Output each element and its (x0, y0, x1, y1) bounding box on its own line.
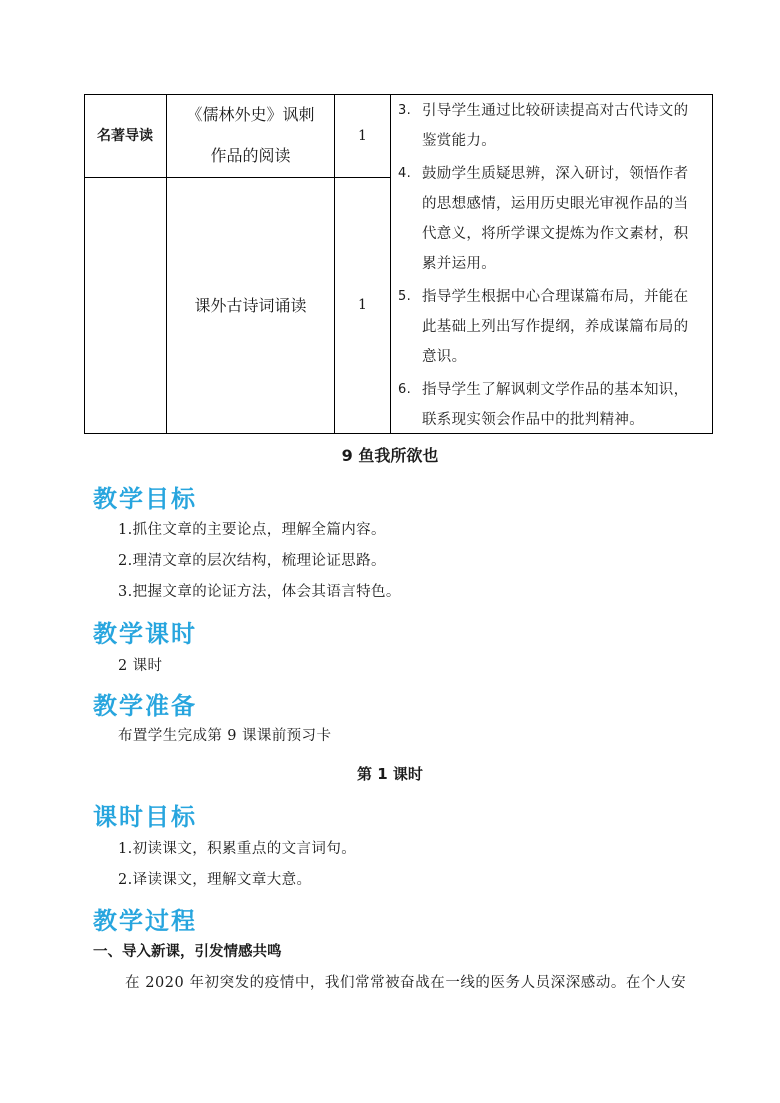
prep-text: 布置学生完成第 9 课课前预习卡 (118, 728, 332, 744)
table-col-divider-3 (390, 94, 391, 434)
objective-number: 6. (398, 382, 412, 397)
process-paragraph: 在 2020 年初突发的疫情中，我们常常被奋战在一线的医务人员深深感动。在个人安 (125, 975, 687, 991)
section-heading-period-goals: 课时目标 (93, 803, 197, 831)
objective-line: 累并运用。 (422, 256, 496, 272)
objective-line: 的思想感情，运用历史眼光审视作品的当 (422, 196, 689, 212)
row1-title-line1: 《儒林外史》讽刺 (186, 105, 315, 124)
goal-item: 2.理清文章的层次结构，梳理论证思路。 (118, 553, 386, 569)
objective-line: 此基础上列出写作提纲，养成谋篇布局的 (422, 319, 689, 335)
curriculum-table (84, 94, 713, 434)
objective-item (392, 375, 708, 435)
table-row-divider (84, 177, 390, 178)
objective-line: 鉴赏能力。 (422, 133, 496, 149)
objective-line: 指导学生根据中心合理谋篇布局，并能在 (422, 289, 689, 305)
section-heading-prep: 教学准备 (93, 692, 197, 720)
period-title: 第 1 课时 (357, 765, 423, 783)
table-border-right (712, 94, 713, 434)
objective-line: 代意义，将所学课文提炼为作文素材，积 (422, 226, 689, 242)
lesson-title: 9 鱼我所欲也 (341, 446, 439, 465)
objectives-list (392, 96, 708, 435)
section-heading-process: 教学过程 (93, 907, 197, 935)
goal-item: 1.抓住文章的主要论点，理解全篇内容。 (118, 522, 386, 538)
row2-title: 课外古诗词诵读 (194, 296, 307, 315)
row1-title-line2: 作品的阅读 (210, 146, 291, 165)
period-goal-item: 1.初读课文，积累重点的文言词句。 (118, 841, 357, 857)
hours-text: 2 课时 (118, 658, 163, 674)
objective-line: 指导学生了解讽刺文学作品的基本知识， (422, 382, 689, 398)
objective-item (392, 282, 708, 372)
objective-line: 意识。 (422, 349, 467, 365)
objective-item (392, 96, 708, 156)
table-border-top (84, 94, 713, 95)
process-step-heading: 一、导入新课，引发情感共鸣 (93, 944, 282, 960)
row1-category: 名著导读 (97, 128, 153, 144)
objective-number: 5. (398, 289, 412, 304)
period-goal-item: 2.译读课文，理解文章大意。 (118, 872, 312, 888)
section-heading-hours: 教学课时 (93, 620, 197, 648)
row1-hours: 1 (358, 128, 367, 144)
objective-line: 鼓励学生质疑思辨，深入研讨，领悟作者 (422, 166, 689, 182)
objective-item (392, 159, 708, 279)
row2-hours: 1 (358, 297, 367, 313)
objective-number: 3. (398, 103, 412, 118)
objective-line: 联系现实领会作品中的批判精神。 (422, 412, 644, 428)
section-heading-goals: 教学目标 (93, 485, 197, 513)
objective-number: 4. (398, 166, 412, 181)
goal-item: 3.把握文章的论证方法，体会其语言特色。 (118, 584, 401, 600)
objective-line: 引导学生通过比较研读提高对古代诗文的 (422, 103, 689, 119)
